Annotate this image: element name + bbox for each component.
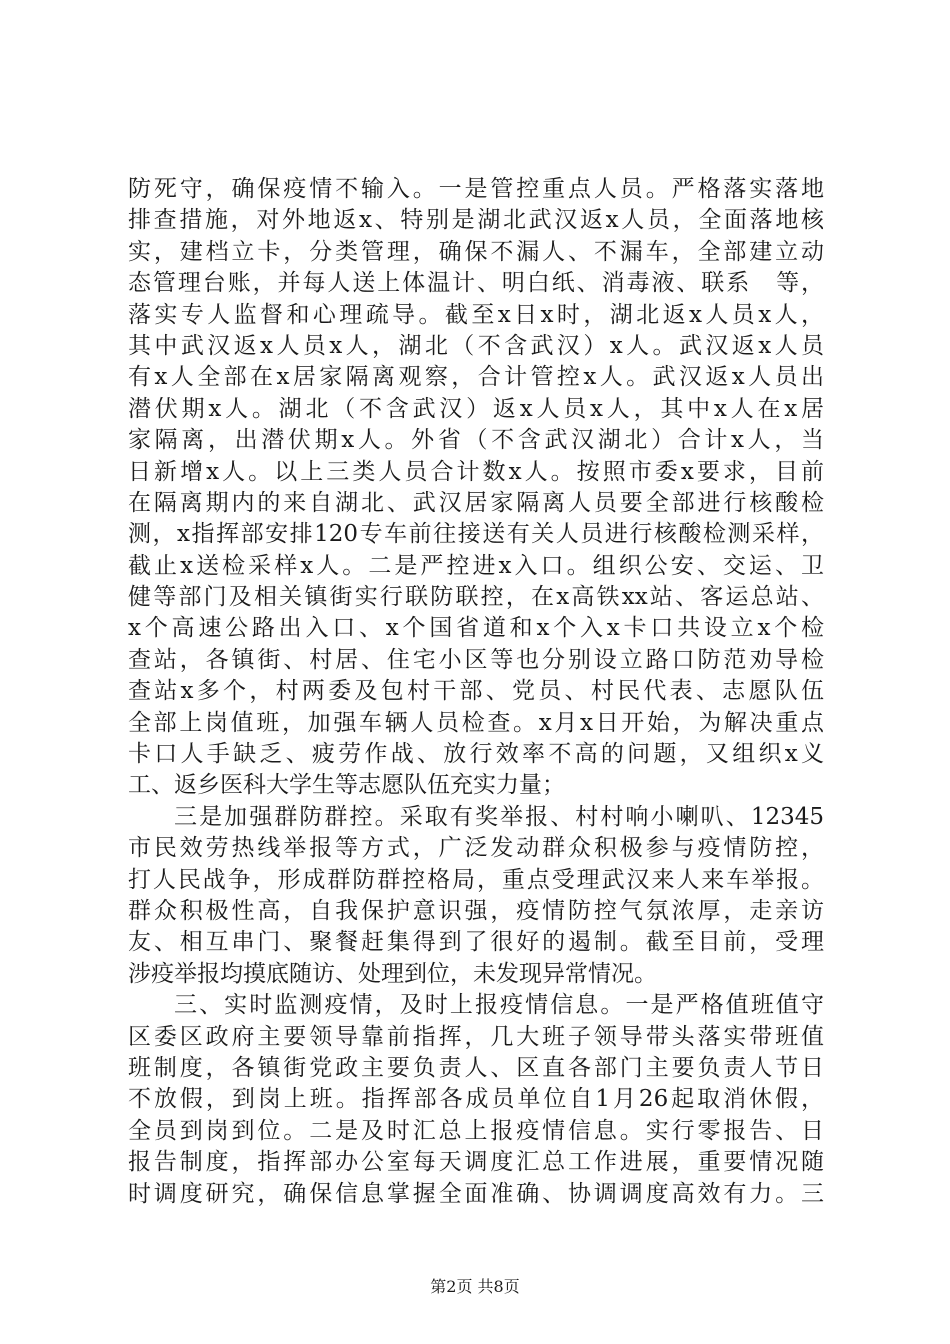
text-line: 时调度研究，确保信息掌握全面准确、协调调度高效有力。三 <box>128 1180 824 1207</box>
text-line: 健等部门及相关镇街实行联防联控，在x高铁xx站、客运总站、 <box>128 584 824 611</box>
text-line: 涉疫举报均摸底随访、处理到位，未发现异常情况。 <box>128 960 657 987</box>
text-line: 实，建档立卡，分类管理，确保不漏人、不漏车，全部建立动 <box>128 238 824 265</box>
text-line: 排查措施，对外地返x、特别是湖北武汉返x人员，全面落地核 <box>128 207 824 234</box>
text-line: 查站x多个，村两委及包村干部、党员、村民代表、志愿队伍 <box>128 678 824 705</box>
text-line: 截止x送检采样x人。二是严控进x入口。组织公安、交运、卫 <box>128 552 824 579</box>
text-line: 态管理台账，并每人送上体温计、明白纸、消毒液、联系 等， <box>128 270 824 297</box>
text-line: 其中武汉返x人员x人，湖北（不含武汉）x人。武汉返x人员 <box>128 332 824 359</box>
text-line: 测，x指挥部安排120专车前往接送有关人员进行核酸检测采样， <box>128 521 824 548</box>
text-line: x个高速公路出入口、x个国省道和x个入x卡口共设立x个检 <box>128 615 824 642</box>
text-line: 全部上岗值班，加强车辆人员检查。x月x日开始，为解决重点 <box>128 709 824 736</box>
document-body <box>128 174 824 1210</box>
text-line: 打人民战争，形成群防群控格局，重点受理武汉来人来车举报。 <box>128 866 824 893</box>
text-line: 落实专人监督和心理疏导。截至x日x时，湖北返x人员x人， <box>128 301 824 328</box>
text-line: 不放假，到岗上班。指挥部各成员单位自1月26起取消休假， <box>128 1086 824 1113</box>
text-line: 卡口人手缺乏、疲劳作战、放行效率不高的问题，又组织x义 <box>128 741 824 768</box>
text-line: 家隔离，出潜伏期x人。外省（不含武汉湖北）合计x人，当 <box>128 427 824 454</box>
text-line: 有x人全部在x居家隔离观察，合计管控x人。武汉返x人员出 <box>128 364 824 391</box>
text-line: 班制度，各镇街党政主要负责人、区直各部门主要负责人节日 <box>128 1054 824 1081</box>
text-line: 查站，各镇街、村居、住宅小区等也分别设立路口防范劝导检 <box>128 646 824 673</box>
text-line: 群众积极性高，自我保护意识强，疫情防控气氛浓厚，走亲访 <box>128 897 824 924</box>
text-line: 市民效劳热线举报等方式，广泛发动群众积极参与疫情防控， <box>128 835 824 862</box>
text-line: 潜伏期x人。湖北（不含武汉）返x人员x人，其中x人在x居 <box>128 395 824 422</box>
paragraph-start-line: 三、实时监测疫情，及时上报疫情信息。一是严格值班值守 <box>174 992 824 1019</box>
text-line: 日新增x人。以上三类人员合计数x人。按照市委x要求，目前 <box>128 458 824 485</box>
text-line: 防死守，确保疫情不输入。一是管控重点人员。严格落实落地 <box>128 176 824 202</box>
paragraph-start-line: 三是加强群防群控。采取有奖举报、村村响小喇叭、12345 <box>174 803 824 830</box>
text-line: 全员到岗到位。二是及时汇总上报疫情信息。实行零报告、日 <box>128 1117 824 1144</box>
text-line: 报告制度，指挥部办公室每天调度汇总工作进展，重要情况随 <box>128 1149 824 1176</box>
text-line: 工、返乡医科大学生等志愿队伍充实力量； <box>128 772 565 799</box>
text-line: 在隔离期内的来自湖北、武汉居家隔离人员要全部进行核酸检 <box>128 489 824 516</box>
text-line: 区委区政府主要领导靠前指挥，几大班子领导带头落实带班值 <box>128 1023 824 1050</box>
page-number-footer: 第2页 共8页 <box>430 1277 520 1296</box>
text-line: 友、相互串门、聚餐赶集得到了很好的遏制。截至目前，受理 <box>128 929 824 956</box>
